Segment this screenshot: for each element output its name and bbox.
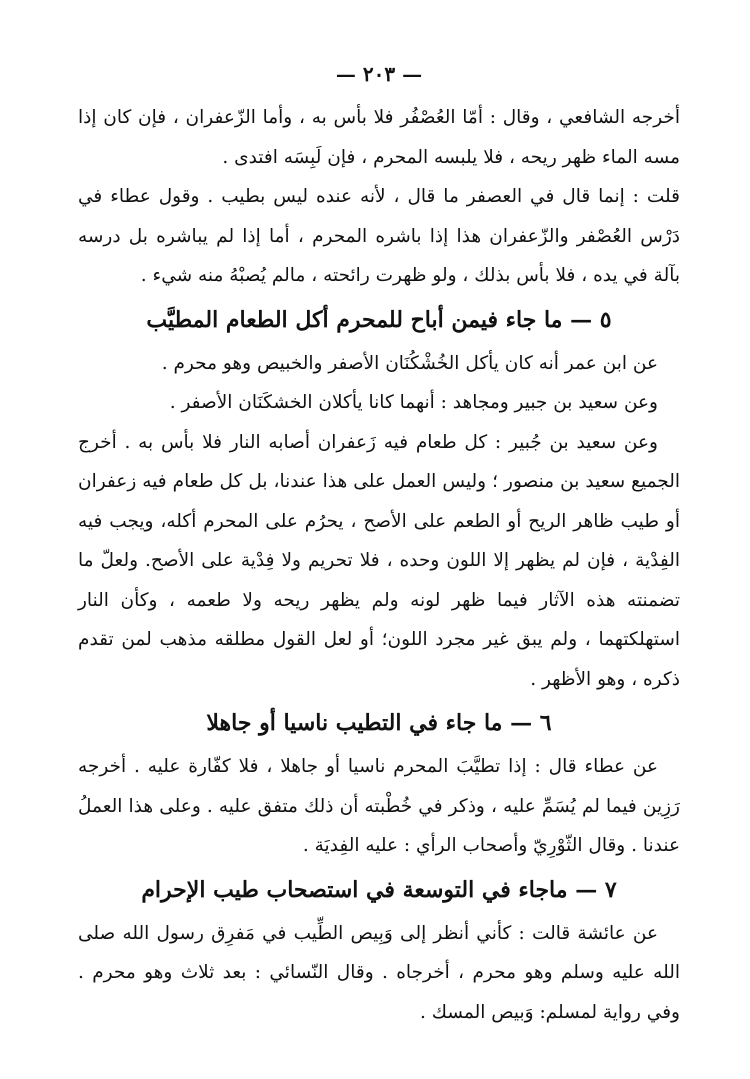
paragraph-shafii-saffron: أخرجه الشافعي ، وقال : أمّا العُصْفُر فلا بأس به ، وأما الزّعفران ، فإن كان إذا مسه الماء ظهر ريحه ، فلا يلبسه المحرم ، فإن لَبِسَه افتدى .: [78, 107, 680, 168]
paragraph-author-note: قلت : إنما قال في العصفر ما قال ، لأنه عنده ليس بطيب . وقول عطاء في دَرْس العُصْفر والزّعفران هذا إذا باشره المحرم ، أما إذا لم يباشره بل درسه بآلة في يده ، فلا بأس بذلك ، ولو ظهرت رائحته ، مالم يُصبْهُ منه شيء .: [78, 186, 680, 286]
document-page: [78, 52, 680, 1032]
section-heading-7: ٧ — ماجاء في التوسعة في استصحاب طيب الإحرام: [141, 876, 617, 903]
paragraph-said-jubair: وعن سعيد بن جُبير : كل طعام فيه زَعفران أصابه النار فلا بأس به . أخرج الجميع سعيد بن منصور ؛ وليس العمل على هذا عندنا، بل كل طعام فيه زعفران أو طيب ظاهر الريح أو الطعم على الأصح ، يحرُم على المحرم أكله، ويجب فيه الفِدْية ، فإن لم يظهر إلا اللون وحده ، فلا تحريم ولا فِدْية على الأصح. ولعلّ ما تضمنته هذه الآثار فيما ظهر لونه ولم يظهر ريحه ولا طعمه ، وكأن النار استهلكتهما ، ولم يبق غير مجرد اللون؛ أو لعل القول مطلقه مذهب لمن تقدم ذكره ، وهو الأظهر .: [78, 431, 680, 690]
paragraph-ata: عن عطاء قال : إذا تطيَّبَ المحرم ناسيا أو جاهلا ، فلا كفّارة عليه . أخرجه رَزِين فيما لم يُسَمِّ عليه ، وذكر في خُطْبته أن ذلك متفق عليه . وعلى هذا العملُ عندنا . وقال الثّوْرِيّ وأصحاب الرأي : عليه الفِديَة .: [78, 756, 680, 856]
page-number: — ٢٠٣ —: [335, 62, 423, 86]
section-heading-6: ٦ — ما جاء في التطيب ناسيا أو جاهلا: [206, 710, 552, 736]
paragraph-said-mujahid: وعن سعيد بن جبير ومجاهد : أنهما كانا يأكلان الخشكَنَان الأصفر .: [169, 392, 658, 413]
paragraph-aisha: عن عائشة قالت : كأني أنظر إلى وَبِيص الطِّيب في مَفرِق رسول الله صلى الله عليه وسلم وهو محرم ، أخرجاه . وقال النّسائي : بعد ثلاث وهو محرم . وفي رواية لمسلم: وَبيص المسك .: [78, 922, 680, 1023]
paragraph-ibn-umar: عن ابن عمر أنه كان يأكل الخُشْكُنَان الأصفر والخبيص وهو محرم .: [161, 352, 658, 374]
section-heading-5: ٥ — ما جاء فيمن أباح للمحرم أكل الطعام المطيَّب: [146, 306, 612, 333]
